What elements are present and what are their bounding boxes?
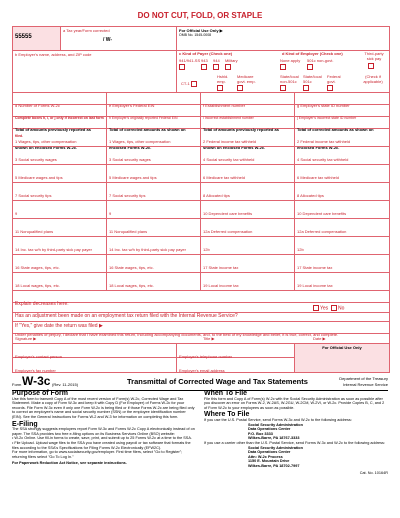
employer-checkbox[interactable]: [280, 64, 286, 70]
efiling-bullet-2: • File Upload. Upload wage files to the SSA you have created using payroll or tax software that formats the files according to the SSA's Specifications for Filing Forms W-2c Electronically (EFW2C).: [12, 440, 191, 450]
w3c-form-grid: [12, 26, 390, 373]
money-field[interactable]: [13, 165, 107, 183]
address-2: Social Security Administration Data Operations Center Attn: W-2c Process 1150 E. Mountain Drive Wilkes-Barre, PA 18702-7997: [248, 445, 303, 468]
perjury-statement: Under penalties of perjury, I declare that I have examined this return, including accompanying documents, and, to the best of my knowledge and belief, it is true, correct, and complete.: [13, 322, 389, 334]
official-use-label: For Official Use Only ▶: [179, 28, 223, 33]
title-label: Title ▶: [203, 336, 215, 341]
money-field[interactable]: [107, 147, 201, 165]
state-id-field[interactable]: g Employer's state ID number: [295, 93, 389, 105]
money-field[interactable]: [13, 219, 107, 237]
efiling-bullet-1: • W-2c Online. Use fill-in forms to create, save, print, and submit up to 25 Forms W-2c at a time to the SSA.: [12, 436, 192, 441]
money-field-label: 6 Medicare tax withheld: [203, 175, 246, 180]
money-field[interactable]: [201, 237, 295, 255]
payer-option[interactable]: CT-1: [181, 81, 198, 87]
money-field-label: 16 State wages, tips, etc.: [109, 265, 154, 270]
employer-checkbox[interactable]: [327, 85, 333, 91]
date-label: Date ▶: [313, 336, 326, 341]
incorrect-establishment-field[interactable]: i Incorrect establishment number: [201, 105, 295, 117]
payer-checkbox[interactable]: [179, 64, 185, 70]
money-field[interactable]: [201, 273, 295, 291]
money-field-label: 11 Nonqualified plans: [109, 229, 148, 234]
employer-option[interactable]: State/local non-501c: [280, 75, 300, 91]
money-field[interactable]: [295, 273, 389, 291]
paperwork-notice: For Paperwork Reduction Act Notice, see separate instructions.: [12, 461, 127, 466]
money-field[interactable]: [295, 255, 389, 273]
form-word: Form: [12, 382, 22, 387]
money-field-label: 1 Wages, tips, other compensation: [15, 139, 77, 144]
payer-option[interactable]: 944: [213, 59, 220, 70]
employer-option[interactable]: Federal govt.: [327, 75, 343, 91]
money-field[interactable]: [13, 183, 107, 201]
employer-checkbox[interactable]: [280, 85, 286, 91]
where-text-2: If you use a carrier other than the U.S. Postal Service, send Forms W-3c and W-2c to the following address:: [204, 440, 385, 445]
money-field[interactable]: [107, 255, 201, 273]
form-revision: (Rev. 11-2015): [52, 382, 79, 387]
payer-checkbox[interactable]: [191, 81, 197, 87]
money-field-label: 16 State wages, tips, etc.: [15, 265, 60, 270]
adjustment-row: Has an adjustment been made on an employment tax return filed with the Internal Revenue Service? Yes No: [13, 303, 389, 313]
money-field[interactable]: [295, 201, 389, 219]
money-field[interactable]: [295, 237, 389, 255]
signature-label: Signature ▶: [15, 336, 37, 341]
money-field-label: 9: [15, 211, 18, 216]
tax-year-slash: / W-: [103, 37, 113, 43]
totals-header-1: Total of amounts previously reported as shown on enclosed Forms W-2c.: [13, 117, 107, 129]
money-field-label: 18 Local wages, tips, etc.: [109, 283, 154, 288]
form-code: 55555: [15, 34, 32, 40]
money-field-label: 19 Local income tax: [297, 283, 333, 288]
no-checkbox[interactable]: [331, 305, 337, 311]
money-field[interactable]: [107, 165, 201, 183]
money-field[interactable]: [13, 129, 107, 147]
money-field[interactable]: [201, 147, 295, 165]
payer-checkbox[interactable]: [213, 64, 219, 70]
money-field-label: 4 Social security tax withheld: [203, 157, 255, 162]
purpose-text: Use this form to transmit Copy A of the most recent version of Form(s) W-2c, Corrected Wage and Tax Statement. Make a copy of Form W-3c and keep it with Copy D (For Employer) of Forms W-2c for your records. File Form W-3c even if only one Form W-2c is being filed or if those Forms W-2c are being filed only to correct an employee's name and social security number (SSN) or the employee identification number (EIN). See the General Instructions for Forms W-2 and W-3 for information on completing this form.: [12, 396, 195, 419]
instructions-right: [204, 392, 388, 475]
payer-option[interactable]: Military: [225, 59, 238, 70]
give-date-field[interactable]: If "Yes," give date the return was filed ▶: [13, 313, 389, 322]
where-title: Where To File: [204, 411, 250, 419]
payer-checkbox[interactable]: [201, 64, 207, 70]
instructions-left: [12, 392, 196, 466]
money-field-label: 17 State income tax: [297, 265, 333, 270]
money-field[interactable]: [295, 165, 389, 183]
money-field[interactable]: [201, 201, 295, 219]
money-field[interactable]: [107, 129, 201, 147]
money-field-label: 19 Local income tax: [203, 283, 239, 288]
form-title: Transmittal of Corrected Wage and Tax Statements: [127, 377, 308, 386]
payer-option[interactable]: 941/941-SS: [179, 59, 200, 70]
efiling-more: For more information, go to www.socialsecurity.gov/employer. First time filers, select "Go to Register"; returning filers select "Go To Log In.": [12, 450, 183, 459]
fax-field[interactable]: Employer's fax number: [13, 358, 177, 372]
payer-checkbox[interactable]: [237, 85, 243, 91]
money-field-label: 14 Inc. tax w/h by third-party sick pay payer: [15, 247, 92, 252]
money-field[interactable]: [295, 183, 389, 201]
money-field[interactable]: [295, 129, 389, 147]
money-field[interactable]: [13, 147, 107, 165]
payer-option[interactable]: Medicare govt. emp.: [237, 75, 259, 91]
money-field[interactable]: [107, 219, 201, 237]
purpose-title: Purpose of Form: [12, 390, 69, 397]
employer-option[interactable]: State/local 501c: [303, 75, 323, 91]
money-field-label: 12b: [297, 247, 304, 252]
kind-of-payer-section: [177, 51, 389, 93]
money-field-label: 7 Social security tips: [109, 193, 146, 198]
money-field-label: 12b: [203, 247, 210, 252]
employer-option[interactable]: 501c non-govt.: [307, 59, 333, 70]
money-field[interactable]: [13, 201, 107, 219]
money-field[interactable]: [107, 237, 201, 255]
federal-ein-field[interactable]: e Employer's Federal EIN: [107, 93, 201, 105]
money-field-label: 14 Inc. tax w/h by third-party sick pay payer: [109, 247, 186, 252]
kind-of-employer-title: d Kind of Employer (Check one): [282, 51, 343, 56]
check-if-applicable: (Check if applicable): [363, 74, 383, 84]
when-title: When To File: [204, 390, 248, 397]
money-field[interactable]: [201, 165, 295, 183]
employer-checkbox[interactable]: [303, 85, 309, 91]
money-field[interactable]: [107, 183, 201, 201]
employer-name-label: b Employer's name, address, and ZIP code: [15, 52, 92, 57]
money-field-label: 8 Allocated tips: [203, 193, 230, 198]
email-field[interactable]: Employer's email address: [177, 358, 295, 372]
totals-header-3: Total of amounts previously reported as shown on enclosed Forms W-2c.: [201, 117, 295, 129]
signature-row[interactable]: [13, 334, 389, 344]
irs-label: Internal Revenue Service: [343, 382, 388, 387]
efiling-title: E-Filing: [12, 420, 38, 428]
money-field-label: 3 Social security wages: [15, 157, 57, 162]
where-text: If you use the U.S. Postal Service, send Forms W-3c and W-2c to the following address:: [204, 417, 352, 422]
money-field[interactable]: [295, 147, 389, 165]
money-field-label: 4 Social security tax withheld: [297, 157, 349, 162]
money-field[interactable]: [201, 183, 295, 201]
tax-year-field[interactable]: [61, 27, 177, 51]
money-field[interactable]: [107, 201, 201, 219]
form-id-bar: [12, 374, 388, 391]
payer-option[interactable]: 943: [201, 59, 208, 70]
money-field-label: 5 Medicare wages and tips: [15, 175, 63, 180]
money-field-label: 10 Dependent care benefits: [203, 211, 253, 216]
money-field[interactable]: [201, 219, 295, 237]
official-use-bottom: For Official Use Only: [295, 344, 389, 372]
incorrect-note: Complete boxes h, i, or j only if incorrect on last form filed.: [13, 105, 107, 117]
money-field-label: 10 Dependent care benefits: [297, 211, 347, 216]
money-field-label: 8 Allocated tips: [297, 193, 324, 198]
omb-number: OMB No. 1545-0008: [179, 33, 212, 37]
employer-name-field[interactable]: [13, 51, 177, 93]
explain-decreases-field[interactable]: Explain decreases here:: [13, 291, 389, 303]
third-party-checkbox[interactable]: [368, 63, 374, 69]
yes-checkbox[interactable]: [313, 305, 319, 311]
money-field[interactable]: [201, 255, 295, 273]
tax-year-label: a Tax year/Form corrected: [63, 28, 110, 33]
money-field[interactable]: [13, 273, 107, 291]
employer-option[interactable]: None apply: [280, 59, 300, 70]
money-field-label: 17 State income tax: [203, 265, 239, 270]
money-field[interactable]: [13, 255, 107, 273]
money-field[interactable]: [107, 273, 201, 291]
address-1: Social Security Administration Data Operations Center P.O. Box 3333 Wilkes-Barre, PA 18767-3333: [248, 422, 303, 441]
money-field-label: 3 Social security wages: [109, 157, 151, 162]
form-name: W-3c: [22, 374, 51, 388]
contact-person-field[interactable]: Employer's contact person: [13, 344, 177, 358]
money-field-label: 11 Nonqualified plans: [15, 229, 54, 234]
payer-option[interactable]: Hshld. emp.: [217, 75, 233, 91]
official-use-box: [177, 27, 389, 51]
money-field-label: 1 Wages, tips, other compensation: [109, 139, 171, 144]
efiling-text: The SSA strongly suggests employers report Form W-3c and Forms W-2c Copy A electronically instead of on paper. The SSA provides two free e-filing options on its Business Services Online (BSO) website:: [12, 427, 195, 436]
when-text: File this form and Copy A of Form(s) W-2c with the Social Security Administration as soon as possible after you discover an error on Forms W-2, W-2AS, W-2GU, W-2CM, W-2VI, or W-2c. Provide Copies B, C, and 2 of Form W-2c to your employees as soon as possible.: [204, 396, 385, 410]
original-ein-field[interactable]: h Employer's originally reported Federal EIN: [107, 105, 201, 117]
catalog-number: Cat. No. 10164R: [359, 470, 388, 475]
forms-count-field[interactable]: d Number of Forms W-2c: [13, 93, 107, 105]
third-party-label: Third-party sick pay: [364, 51, 384, 61]
money-field-label: 12a Deferred compensation: [297, 229, 347, 234]
employer-checkbox[interactable]: [307, 64, 313, 70]
payer-checkbox[interactable]: [217, 85, 223, 91]
totals-header-2: Total of corrected amounts as shown on enclosed Forms W-2c.: [107, 117, 201, 129]
money-field-label: 12a Deferred compensation: [203, 229, 253, 234]
money-field-label: 18 Local wages, tips, etc.: [15, 283, 60, 288]
money-field-label: 6 Medicare tax withheld: [297, 175, 340, 180]
payer-checkbox[interactable]: [225, 64, 231, 70]
totals-header-4: Total of corrected amounts as shown on enclosed Forms W-2c.: [295, 117, 389, 129]
establishment-number-field[interactable]: f Establishment number: [201, 93, 295, 105]
money-field[interactable]: [13, 237, 107, 255]
money-field-label: 7 Social security tips: [15, 193, 52, 198]
money-field-label: 2 Federal income tax withheld: [203, 139, 257, 144]
money-field-label: 2 Federal income tax withheld: [297, 139, 351, 144]
money-field[interactable]: [295, 219, 389, 237]
department: Department of the Treasury: [339, 376, 388, 381]
telephone-field[interactable]: Employer's telephone number: [177, 344, 295, 358]
money-field-label: 9: [109, 211, 112, 216]
do-not-cut-banner: DO NOT CUT, FOLD, OR STAPLE: [137, 11, 263, 20]
money-field[interactable]: [201, 129, 295, 147]
kind-of-payer-title: c Kind of Payer (Check one): [179, 51, 233, 56]
money-field-label: 5 Medicare wages and tips: [109, 175, 157, 180]
control-code-box: [13, 27, 61, 51]
incorrect-state-id-field[interactable]: j Employer's incorrect state ID number: [295, 105, 389, 117]
